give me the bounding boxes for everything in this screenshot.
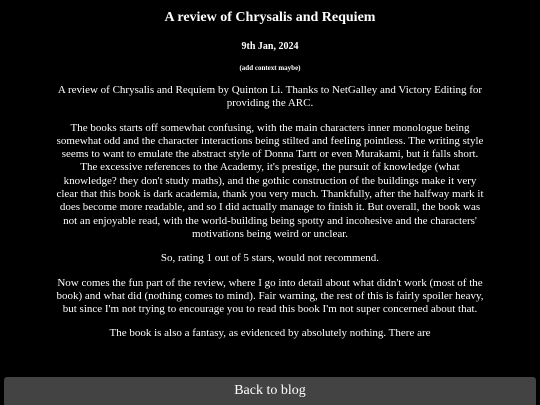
post-body bbox=[55, 84, 485, 341]
paragraph-intro: A review of Chrysalis and Requiem by Quinton Li. Thanks to NetGalley and Victory Editing for providing the ARC. bbox=[57, 84, 483, 110]
paragraph-fantasy: The book is also a fantasy, as evidenced by absolutely nothing. There are bbox=[109, 327, 431, 340]
context-note: (add context maybe) bbox=[239, 64, 301, 72]
paragraph-rating: So, rating 1 out of 5 stars, would not recommend. bbox=[160, 252, 380, 265]
paragraph-spoiler-warning: Now comes the fun part of the review, where I go into detail about what didn't work (most of the book) and what did (nothing comes to mind). Fair warning, the rest of this is fairly spoiler heavy, but since I'm not trying to encourage you to read this book I'm not super concerned about that. bbox=[56, 276, 484, 316]
back-to-blog-link[interactable]: Back to blog bbox=[234, 383, 306, 398]
post-date: 9th Jan, 2024 bbox=[241, 41, 299, 52]
post-title: A review of Chrysalis and Requiem bbox=[164, 10, 376, 25]
footer-bar bbox=[4, 377, 536, 405]
paragraph-summary: The books starts off somewhat confusing, with the main characters inner monologue being somewhat odd and the character interactions being stilted and feeling pointless. The writing style seems to want to emulate the abstract style of Donna Tartt or even Murakami, but it falls short. The excessive references to the Academy, it's prestige, the pursuit of knowledge (what knowledge? they don't study maths), and the gothic construction of the buildings make it very clear that this book is dark academia, thank you very much. Thankfully, after the halfway mark it does become more readable, and so I did actually manage to finish it. But overall, the book was not an enjoyable read, with the world-building being spotty and incohesive and the characters' motivations being weird or unclear. bbox=[56, 121, 484, 240]
